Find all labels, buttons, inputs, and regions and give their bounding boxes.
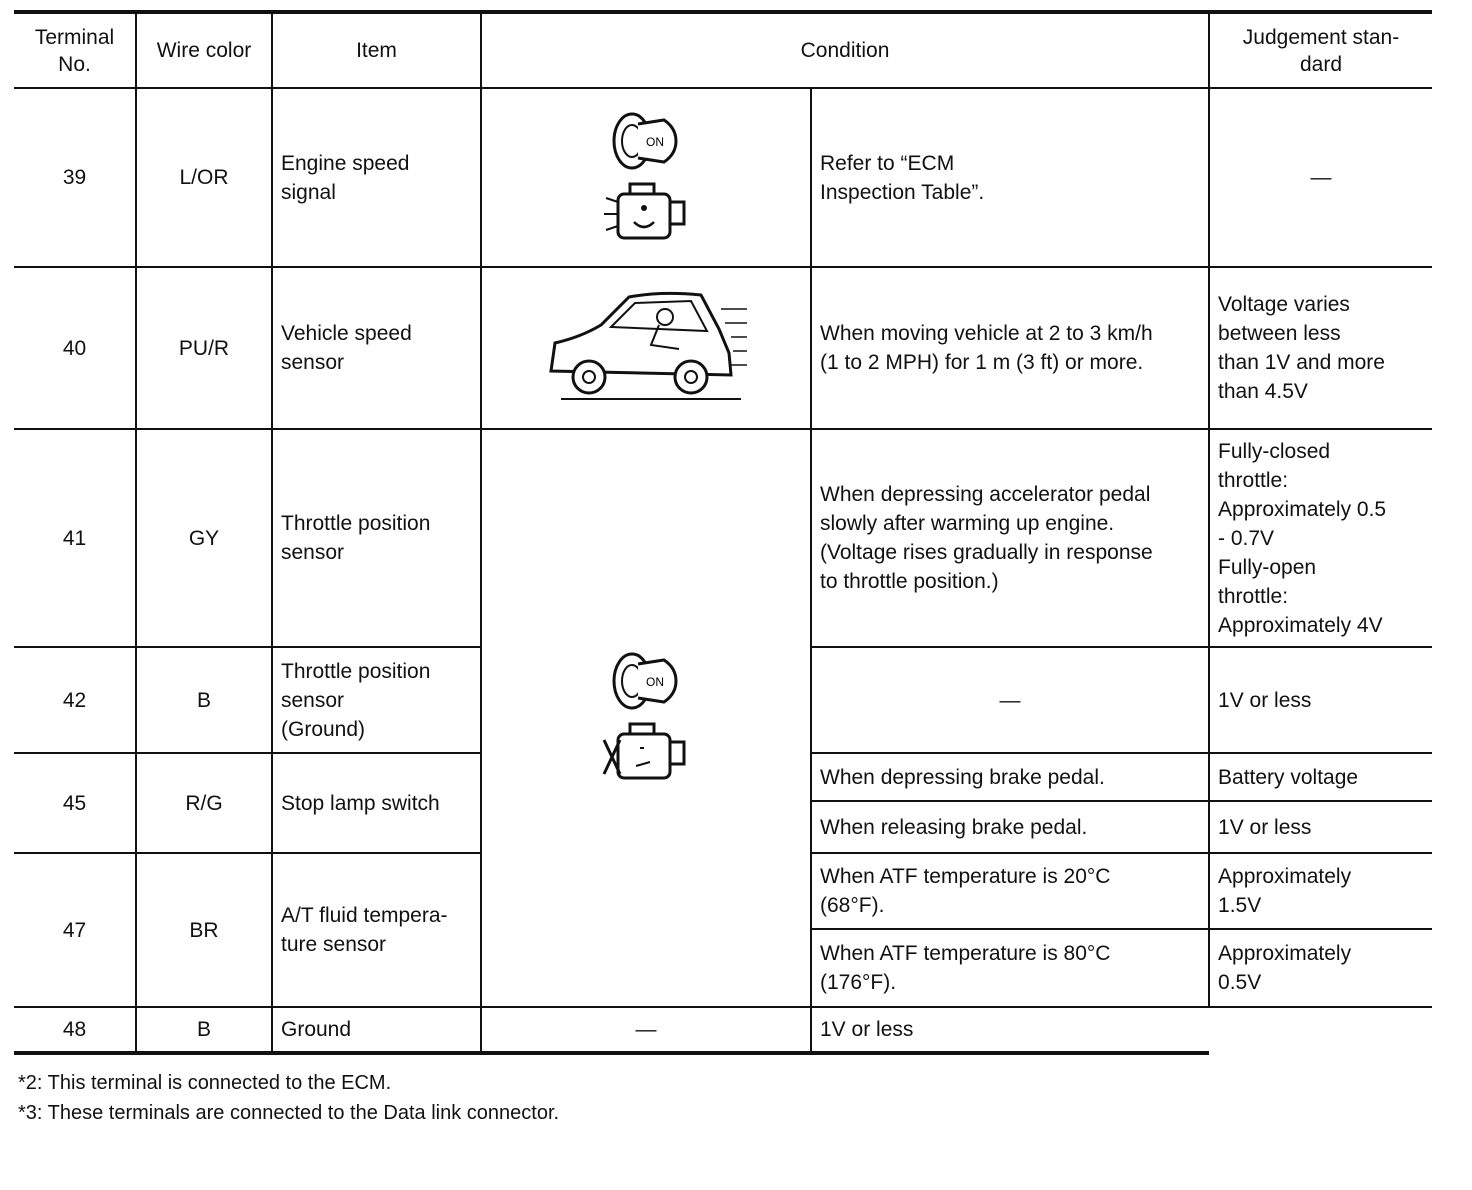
wire-color: L/OR — [136, 88, 272, 267]
header-row — [14, 12, 1432, 88]
judgement-standard: Fully-closed throttle: Approximately 0.5 - 0.7V Fully-open throttle: Approximately 4V — [1209, 429, 1432, 647]
terminal-number: 41 — [14, 429, 136, 647]
judgement-standard: 1V or less — [811, 1007, 1209, 1053]
header-terminal-no: Terminal No. — [14, 12, 136, 88]
judgement-standard: Battery voltage — [1209, 753, 1432, 801]
condition-text: — — [481, 1007, 811, 1053]
condition-icons — [481, 267, 811, 429]
terminal-number: 47 — [14, 853, 136, 1007]
terminal-number: 40 — [14, 267, 136, 429]
engine-stopped-icon — [600, 718, 692, 786]
engine-running-icon — [600, 178, 692, 246]
footnotes — [18, 1068, 559, 1128]
condition-text: When ATF temperature is 80°C (176°F). — [811, 929, 1209, 1007]
table-row — [14, 429, 1432, 647]
condition-text: Refer to “ECM Inspection Table”. — [811, 88, 1209, 267]
wire-color: BR — [136, 853, 272, 1007]
header-condition: Condition — [481, 12, 1209, 88]
header-judgement-standard: Judgement stan- dard — [1209, 12, 1432, 88]
driving-car-icon — [541, 279, 751, 409]
terminal-number: 48 — [14, 1007, 136, 1053]
condition-text: When depressing brake pedal. — [811, 753, 1209, 801]
wire-color: R/G — [136, 753, 272, 853]
wire-color: B — [136, 1007, 272, 1053]
judgement-standard: Approximately 0.5V — [1209, 929, 1432, 1007]
condition-text: When depressing accelerator pedal slowly after warming up engine. (Voltage rises gradually in response to throttle position.) — [811, 429, 1209, 647]
table-row — [14, 267, 1432, 429]
terminal-number: 39 — [14, 88, 136, 267]
footnote: *2: This terminal is connected to the ECM. — [18, 1072, 392, 1094]
terminal-number: 45 — [14, 753, 136, 853]
wire-color: PU/R — [136, 267, 272, 429]
judgement-standard: Voltage varies between less than 1V and more than 4.5V — [1209, 267, 1432, 429]
condition-text: When releasing brake pedal. — [811, 801, 1209, 853]
wire-color: GY — [136, 429, 272, 647]
condition-text: When moving vehicle at 2 to 3 km/h (1 to 2 MPH) for 1 m (3 ft) or more. — [811, 267, 1209, 429]
judgement-standard: 1V or less — [1209, 801, 1432, 853]
item-name: A/T fluid tempera- ture sensor — [272, 853, 481, 1007]
condition-text: When ATF temperature is 20°C (68°F). — [811, 853, 1209, 929]
header-item: Item — [272, 12, 481, 88]
terminal-number: 42 — [14, 647, 136, 753]
judgement-standard: 1V or less — [1209, 647, 1432, 753]
item-name: Throttle position sensor (Ground) — [272, 647, 481, 753]
footnote: *3: These terminals are connected to the Data link connector. — [18, 1102, 560, 1124]
item-name: Ground — [272, 1007, 481, 1053]
table-row — [14, 1007, 1432, 1053]
table-row — [14, 88, 1432, 267]
key-on-label: ON — [646, 134, 664, 149]
judgement-standard: Approximately 1.5V — [1209, 853, 1432, 929]
item-name: Engine speed signal — [272, 88, 481, 267]
ignition-key-on-icon — [608, 110, 684, 172]
header-wire-color: Wire color — [136, 12, 272, 88]
ignition-key-on-icon — [608, 650, 684, 712]
terminal-spec-table — [14, 10, 1432, 1055]
condition-icons — [481, 88, 811, 267]
condition-icons — [481, 429, 811, 1007]
condition-text: — — [811, 647, 1209, 753]
key-on-label: ON — [646, 675, 664, 689]
item-name: Stop lamp switch — [272, 753, 481, 853]
judgement-standard: — — [1209, 88, 1432, 267]
item-name: Vehicle speed sensor — [272, 267, 481, 429]
wire-color: B — [136, 647, 272, 753]
item-name: Throttle position sensor — [272, 429, 481, 647]
